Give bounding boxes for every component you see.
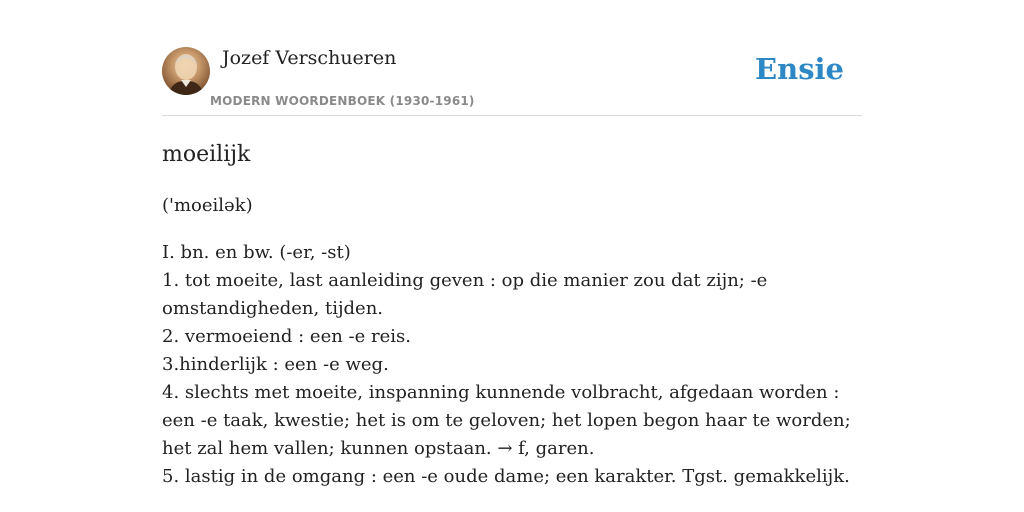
brand-logo[interactable]: Ensie bbox=[755, 52, 844, 86]
definition-line: 4. slechts met moeite, inspanning kunnende volbracht, afgedaan worden : een -e taak, kwestie; het is om te geloven; het lopen begon haar te worden; het zal hem vallen; kunnen opstaan. → f, garen. bbox=[162, 382, 851, 459]
source-title[interactable]: MODERN WOORDENBOEK (1930-1961) bbox=[210, 94, 475, 108]
author-avatar[interactable] bbox=[162, 47, 210, 95]
definition-line: 1. tot moeite, last aanleiding geven : op die manier zou dat zijn; -e omstandigheden, tijden. bbox=[162, 270, 768, 319]
definition-line: 2. vermoeiend : een -e reis. bbox=[162, 326, 411, 347]
entry-definition bbox=[162, 239, 862, 491]
entry-card bbox=[162, 0, 862, 512]
portrait-icon bbox=[162, 47, 210, 95]
author-name[interactable]: Jozef Verschueren bbox=[222, 47, 397, 69]
definition-line: 3.hinderlijk : een -e weg. bbox=[162, 354, 389, 375]
entry-pronunciation: ('moeilək) bbox=[162, 195, 253, 216]
definition-line: 5. lastig in de omgang : een -e oude dame; een karakter. Tgst. gemakkelijk. bbox=[162, 466, 850, 487]
entry-term: moeilijk bbox=[162, 142, 251, 167]
entry-header bbox=[162, 0, 862, 116]
definition-line: I. bn. en bw. (-er, -st) bbox=[162, 242, 351, 263]
